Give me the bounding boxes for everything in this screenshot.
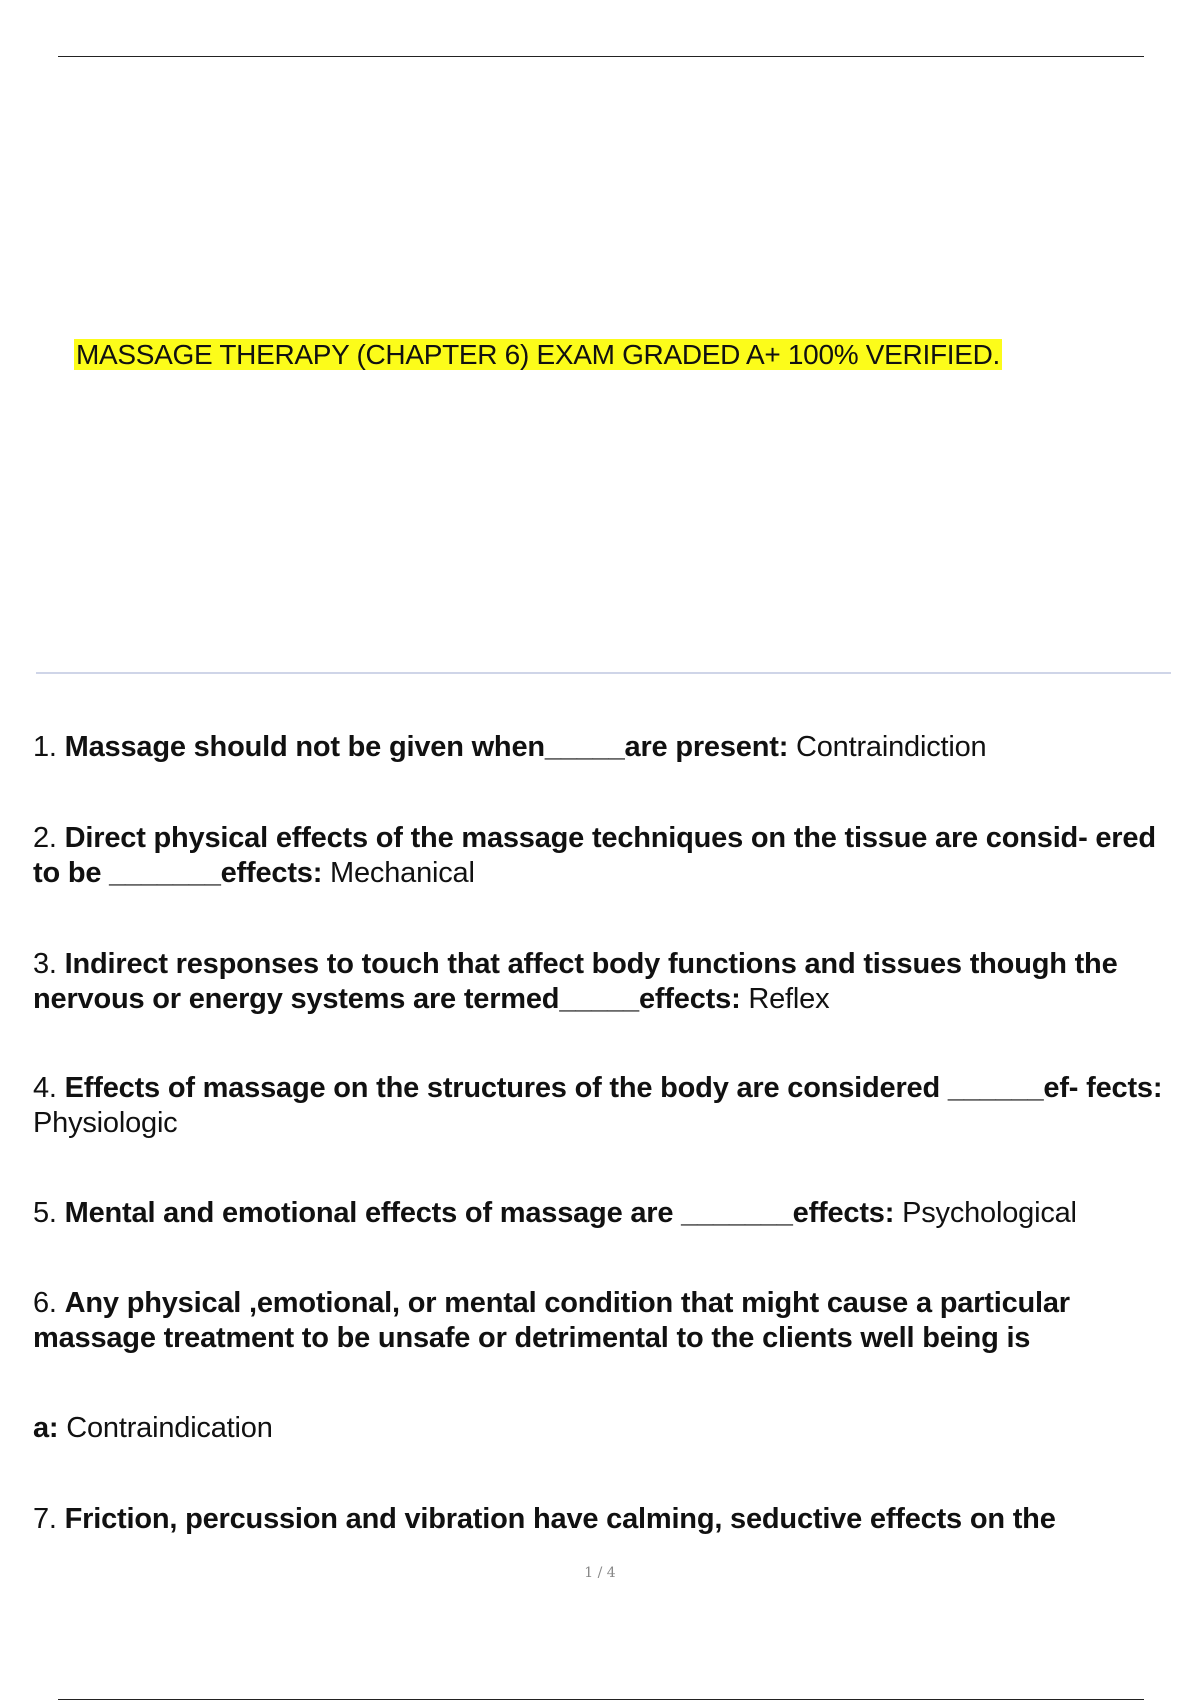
question-item-5	[33, 1196, 1173, 1231]
answer-text: Contraindication	[66, 1412, 273, 1444]
question-item-4	[33, 1071, 1173, 1141]
question-item-3	[33, 947, 1173, 1017]
question-number: 2.	[33, 822, 65, 854]
answer-separator: :	[884, 1197, 903, 1229]
answer-text: Contraindiction	[796, 731, 987, 763]
answer-separator: :	[778, 731, 797, 763]
question-item-7	[33, 1502, 1173, 1537]
question-text: Mental and emotional effects of massage are _______effects	[64, 1197, 885, 1229]
question-number: 5.	[33, 1197, 65, 1229]
question-number: 7.	[33, 1503, 65, 1535]
section-divider	[36, 672, 1171, 674]
question-item-6	[33, 1286, 1173, 1356]
question-number: 6.	[33, 1287, 65, 1319]
answer-text: Reflex	[748, 983, 830, 1015]
question-item-2	[33, 821, 1173, 891]
question-number: 3.	[33, 948, 65, 980]
answer-label: a:	[33, 1412, 59, 1444]
question-text: Indirect responses to touch that affect body functions and tissues though the nervous or energy systems are termed_____effects	[33, 948, 1118, 1015]
answer-text: Mechanical	[330, 857, 475, 889]
answer-separator: :	[731, 983, 749, 1015]
document-title: MASSAGE THERAPY (CHAPTER 6) EXAM GRADED A+ 100% VERIFIED.	[76, 339, 1001, 370]
top-rule	[58, 56, 1144, 57]
answer-separator: :	[312, 857, 331, 889]
page-indicator: 1 / 4	[584, 1565, 616, 1581]
question-text: Any physical ,emotional, or mental condition that might cause a particular massage treatment to be unsafe or detrimental to the clients well being is	[33, 1287, 1070, 1354]
question-text: Friction, percussion and vibration have calming, seductive effects on the	[64, 1503, 1056, 1535]
question-text: Effects of massage on the structures of the body are considered ______ef- fects	[64, 1072, 1153, 1104]
question-number: 1.	[33, 731, 65, 763]
title-block	[74, 336, 1002, 374]
question-item-1	[33, 730, 1173, 765]
answer-text: Physiologic	[33, 1107, 178, 1139]
answer-text: Psychological	[902, 1197, 1077, 1229]
question-number: 4.	[33, 1072, 65, 1104]
question-text: Massage should not be given when_____are present	[64, 731, 779, 763]
question-text: Direct physical effects of the massage techniques on the tissue are consid- ered to be _______effects	[33, 822, 1156, 889]
answer-item-6	[33, 1411, 1173, 1446]
answer-separator: :	[1152, 1072, 1163, 1104]
